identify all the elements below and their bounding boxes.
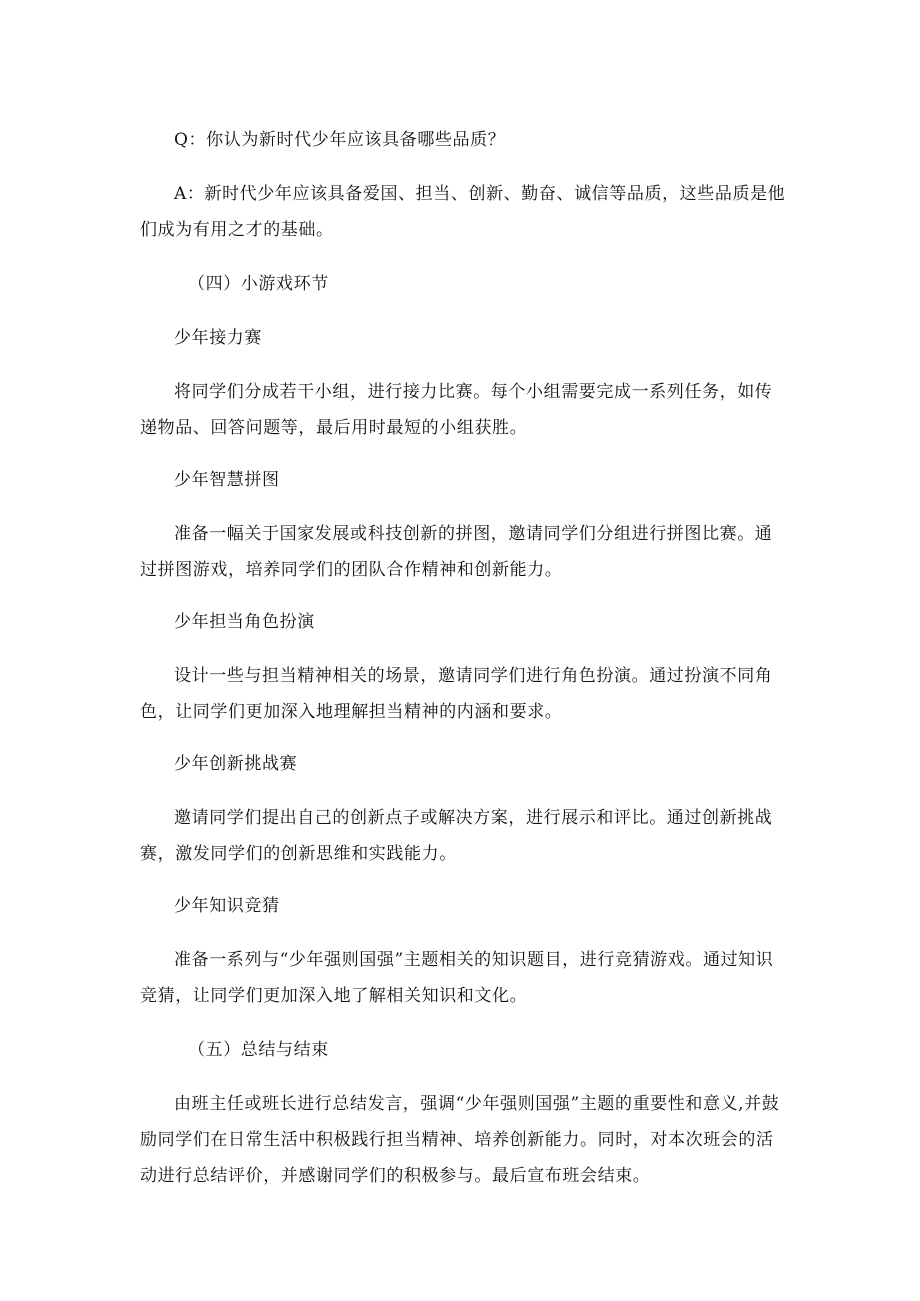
game2-title: 少年智慧拼图 [174, 470, 280, 490]
game5-body: 准备一系列与“少年强则国强”主题相关的知识题目，进行竞猜游戏。通过知识竞猜，让同学们更加深入地了解相关知识和文化。 [140, 950, 774, 1006]
answer-paragraph: A：新时代少年应该具备爱国、担当、创新、勤奋、诚信等品质，这些品质是他们成为有用之才的基础。 [140, 184, 786, 240]
closing-paragraph: 由班主任或班长进行总结发言，强调“少年强则国强”主题的重要性和意义,并鼓励同学们在日常生活中积极践行担当精神、培养创新能力。同时，对本次班会的活动进行总结评价，并感谢同学们的积极参与。最后宣布班会结束。 [140, 1094, 780, 1186]
section-four-heading: （四）小游戏环节 [188, 274, 329, 294]
game4-body: 邀请同学们提出自己的创新点子或解决方案，进行展示和评比。通过创新挑战赛，激发同学们的创新思维和实践能力。 [140, 808, 773, 864]
game1-body: 将同学们分成若干小组，进行接力比赛。每个小组需要完成一系列任务，如传递物品、回答问题等，最后用时最短的小组获胜。 [140, 382, 773, 438]
question-paragraph: Q：你认为新时代少年应该具备哪些品质？ [174, 130, 506, 150]
game5-title: 少年知识竞猜 [174, 896, 280, 916]
game4-title: 少年创新挑战赛 [174, 754, 298, 774]
game1-title: 少年接力赛 [174, 328, 262, 348]
section-five-heading: （五）总结与结束 [188, 1040, 329, 1060]
game2-body: 准备一幅关于国家发展或科技创新的拼图，邀请同学们分组进行拼图比赛。通过拼图游戏，培养同学们的团队合作精神和创新能力。 [140, 524, 773, 580]
game3-title: 少年担当角色扮演 [174, 612, 315, 632]
game3-body: 设计一些与担当精神相关的场景，邀请同学们进行角色扮演。通过扮演不同角色，让同学们更加深入地理解担当精神的内涵和要求。 [140, 666, 773, 722]
